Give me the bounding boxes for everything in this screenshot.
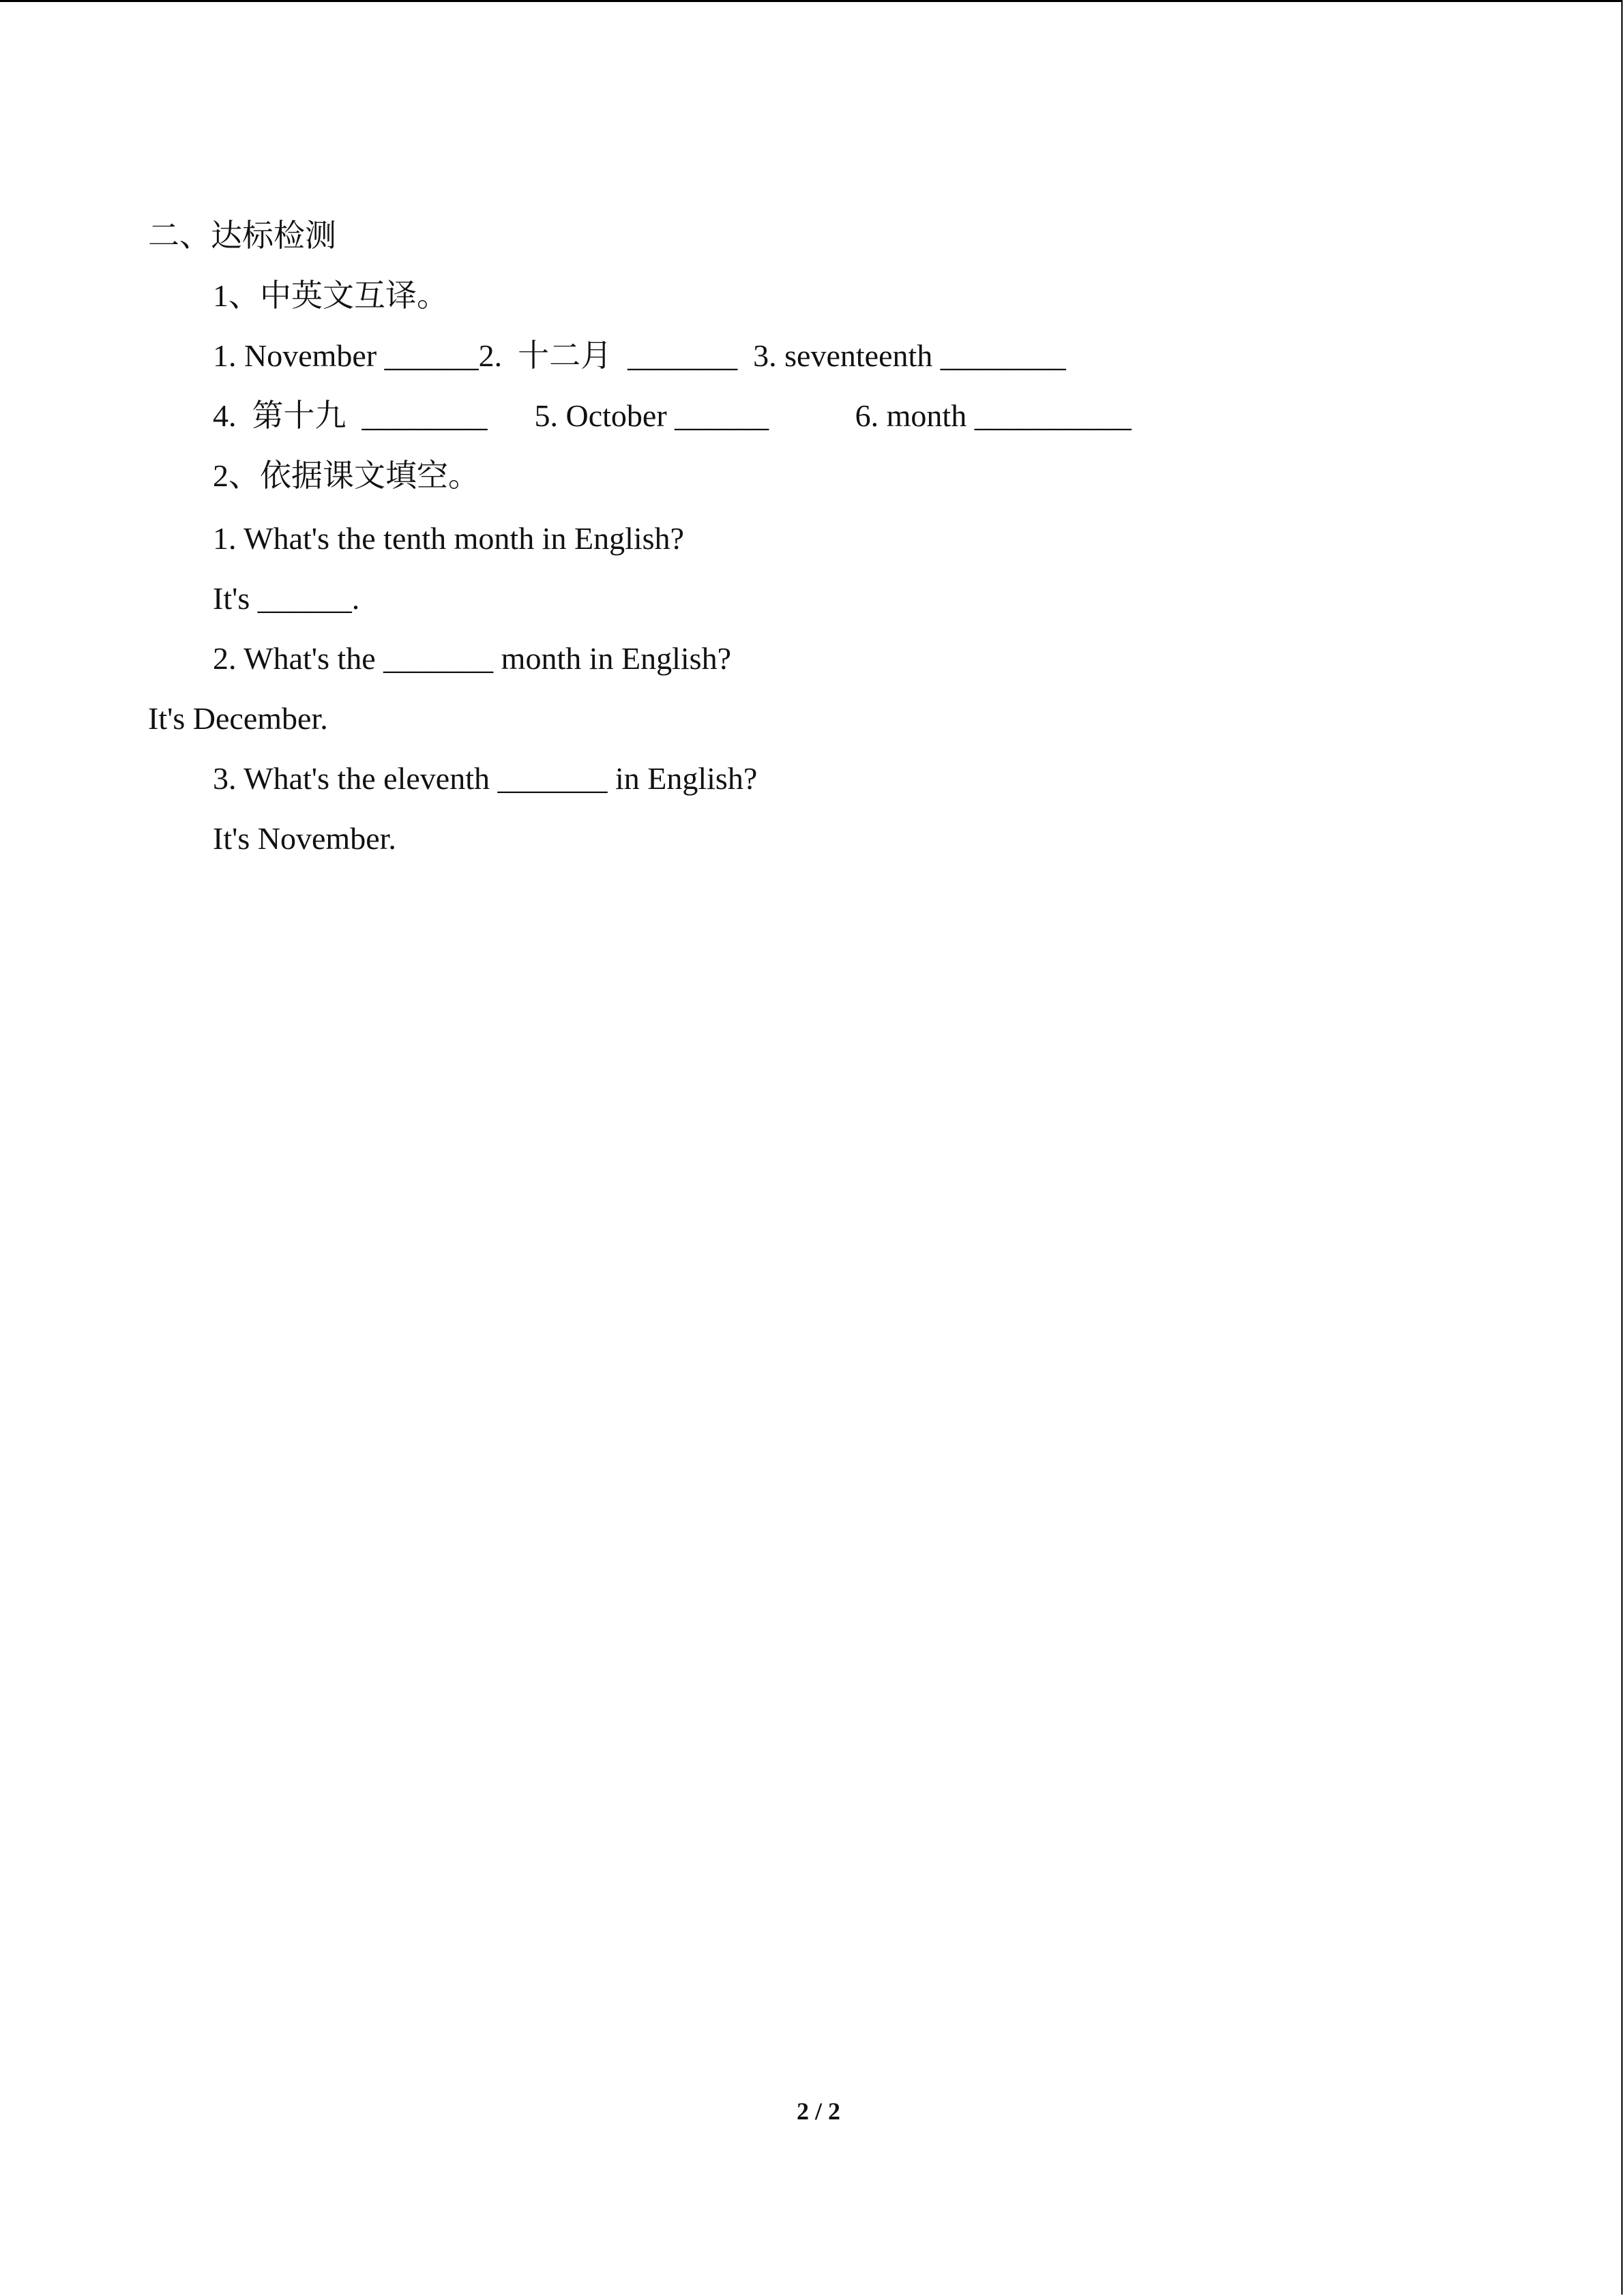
question-3: 3. What's the eleventh _______ in English?	[213, 761, 758, 796]
answer-2: It's December.	[148, 701, 328, 736]
answer-3: It's November.	[213, 821, 396, 856]
page-number: 2 / 2	[796, 2098, 840, 2125]
translation-row-2: 4. 第十九 ________ 5. October ______ 6. month __________	[213, 398, 1132, 433]
question-2: 2. What's the _______ month in English?	[213, 641, 731, 676]
translation-row-1: 1. November ______2. 十二月 _______ 3. seventeenth ________	[213, 338, 1066, 373]
part2-heading: 2、依据课文填空。	[213, 458, 479, 493]
section-heading: 二、达标检测	[148, 218, 336, 253]
answer-1: It's ______.	[213, 581, 360, 616]
question-1: 1. What's the tenth month in English?	[213, 521, 684, 556]
part1-heading: 1、中英文互译。	[213, 278, 448, 313]
